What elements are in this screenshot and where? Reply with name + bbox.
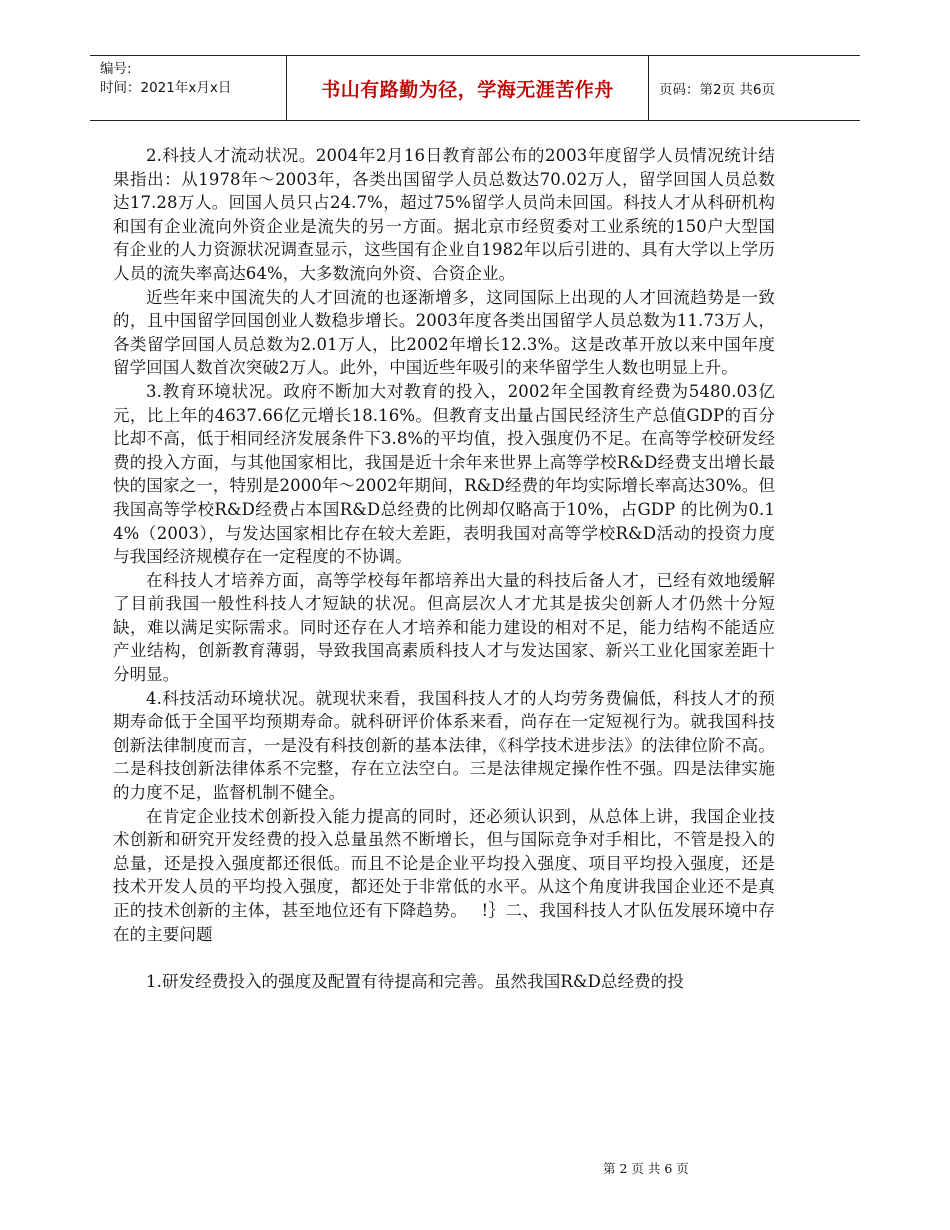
paragraph-talent-return: 近些年来中国流失的人才回流的也逐渐增多，这同国际上出现的人才回流趋势是一致的，且中国留学回国创业人数稳步增长。2003年度各类出国留学人员总数为11.73万人，各类留学回国人员总数为2.01万人，比2002年增长12.3%。这是改革开放以来中国年度留学回国人数首次突破2万人。此外，中国近些年吸引的来华留学生人数也明显上升。 — [113, 287, 775, 378]
paragraph-talent-cultivation: 在科技人才培养方面，高等学校每年都培养出大量的科技后备人才，已经有效地缓解了目前我国一般性科技人才短缺的状况。但高层次人才尤其是拔尖创新人才仍然十分短缺，难以满足实际需求。同时还存在人才培养和能力建设的相对不足，能力结构不能适应产业结构，创新教育薄弱，导致我国高素质科技人才与发达国家、新兴工业化国家差距十分明显。 — [113, 570, 775, 685]
motto-text: 书山有路勤为径，学海无涯苦作舟 — [321, 78, 614, 101]
number-label: 编号: — [100, 61, 132, 77]
header-meta-cell — [90, 56, 287, 120]
footer-page-number: 第 2 页 共 6 页 — [603, 1161, 689, 1176]
document-body — [113, 144, 775, 994]
paragraph-enterprise-innovation: 在肯定企业技术创新投入能力提高的同时，还必须认识到，从总体上讲，我国企业技术创新和研究开发经费的投入总量虽然不断增长，但与国际竞争对手相比，不管是投入的总量，还是投入强度都还很低。而且不论是企业平均投入强度、项目平均投入强度，还是技术开发人员的平均投入强度，都还处于非常低的水平。从这个角度讲我国企业还不是真正的技术创新的主体，甚至地位还有下降趋势。 !｝二、我国科技人才队伍发展环境中存在的主要问题 — [113, 806, 775, 944]
paragraph-rd-funding: 1.研发经费投入的强度及配置有待提高和完善。虽然我国R&D总经费的投 — [146, 972, 684, 992]
page-header — [90, 55, 860, 121]
paragraph-education-environment: 3.教育环境状况。政府不断加大对教育的投入，2002年全国教育经费为5480.03亿元，比上年的4637.66亿元增长18.16%。但教育支出量占国民经济生产总值GDP的百分比却不高，低于相同经济发展条件下3.8%的平均值，投入强度仍不足。在高等学校研发经费的投入方面，与其他国家相比，我国是近十余年来世界上高等学校R&D经费支出增长最快的国家之一，特别是2000年～2002年期间，R&D经费的年均实际增长率高达30%。但我国高等学校R&D经费占本国R&D总经费的比例却仅略高于10%，占GDP 的比例为0.14%（2003），与发达国家相比存在较大差距，表明我国对高等学校R&D活动的投资力度与我国经济规模存在一定程度的不协调。 — [113, 381, 775, 567]
header-motto-cell — [287, 56, 649, 120]
paragraph-activity-environment: 4.科技活动环境状况。就现状来看，我国科技人才的人均劳务费偏低，科技人才的预期寿命低于全国平均预期寿命。就科研评价体系来看，尚存在一定短视行为。就我国科技创新法律制度而言，一是没有科技创新的基本法律，《科学技术进步法》的法律位阶不高。二是科技创新法律体系不完整，存在立法空白。三是法律规定操作性不强。四是法律实施的力度不足，监督机制不健全。 — [113, 688, 775, 803]
page-info: 页码：第2页 共6页 — [659, 82, 775, 98]
time-label: 时间：2021年x月x日 — [100, 80, 232, 96]
page-footer — [603, 1159, 689, 1177]
header-page-cell — [649, 56, 860, 120]
paragraph-talent-mobility: 2.科技人才流动状况。2004年2月16日教育部公布的2003年度留学人员情况统计结果指出：从1978年～2003年，各类出国留学人员总数达70.02万人，留学回国人员总数达17.28万人。回国人员只占24.7%，超过75%留学人员尚未回国。科技人才从科研机构和国有企业流向外资企业是流失的另一方面。据北京市经贸委对工业系统的150户大型国有企业的人力资源状况调查显示，这些国有企业自1982年以后引进的、具有大学以上学历人员的流失率高达64%，大多数流向外资、合资企业。 — [113, 146, 775, 283]
